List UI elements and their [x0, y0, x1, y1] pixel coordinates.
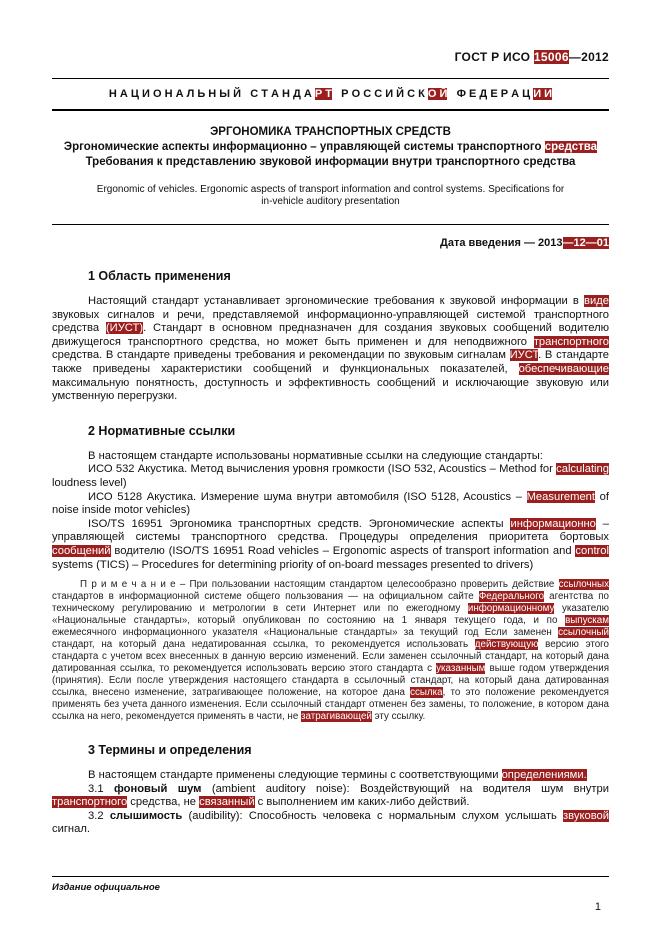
text-segment: П р и м е ч а н и е – При пользовании настоящим стандартом целесообразно проверить действие	[80, 579, 559, 591]
text-segment: В настоящем стандарте применены следующие термины с соответствующими	[88, 769, 502, 782]
text-segment: Н А Ц И О Н А Л Ь Н Ы Й С Т А Н Д А	[108, 88, 315, 100]
highlighted-text: Р Т	[314, 88, 333, 100]
text-segment: с выполнением им каких-либо действий.	[254, 796, 470, 809]
highlighted-text: действующую	[474, 639, 539, 651]
section-heading: 1 Область применения	[88, 269, 231, 283]
highlighted-text: обеспечивающие	[518, 362, 609, 375]
title-rule	[52, 224, 609, 225]
text-segment: Р О С С И Й С К	[332, 88, 428, 100]
text-segment: ЭРГОНОМИКА ТРАНСПОРТНЫХ СРЕДСТВ	[210, 126, 451, 138]
highlighted-text: (ИУСТ)	[105, 322, 144, 335]
text-segment: указателю «Национальные стандарты», который опубликован по состоянию на 1 января текущего года, и по	[52, 603, 609, 627]
highlighted-text: средства	[544, 141, 598, 153]
text-segment: (audibility): Способность человека с нормальным слухом услышать	[182, 809, 564, 822]
text-segment: . В стандарте также приведены характеристики сообщений и функциональных показателей,	[52, 349, 610, 375]
highlighted-text: ссылка	[410, 687, 443, 699]
paragraph	[52, 450, 609, 464]
paragraph	[52, 810, 609, 837]
highlighted-text: 15006	[533, 50, 569, 64]
text-segment: Ergonomic of vehicles. Ergonomic aspects of transport information and control systems. Specifications for in-vehicle auditory presentation	[96, 184, 565, 207]
text-segment: – управляющей системы транспортного средства. Процедуры определения приоритета бортовых	[52, 517, 609, 544]
text-segment: ISO/TS 16951 Эргономика транспортных средств. Эргономические аспекты	[88, 517, 511, 530]
paragraph	[52, 295, 609, 404]
header-rule-top	[52, 78, 609, 79]
header-rule-bottom	[52, 109, 609, 111]
highlighted-text: —12—01	[562, 237, 609, 249]
federation-standard-line	[52, 88, 609, 100]
text-segment: Требования к представлению звуковой информации внутри транспортного средства	[85, 156, 576, 168]
note-paragraph	[52, 579, 609, 723]
text-segment: loudness level)	[52, 476, 127, 489]
text-segment: of noise inside motor vehicles)	[52, 490, 609, 517]
doc-code	[52, 50, 609, 64]
paragraph	[52, 783, 609, 810]
text-segment: эту ссылку.	[371, 711, 426, 723]
highlighted-text: ИУСТ	[509, 349, 539, 362]
highlighted-text: сообщений	[52, 544, 111, 557]
text-segment: systems (TICS) – Procedures for determining priority of on-board messages presented to drivers)	[52, 558, 534, 571]
text-segment: фоновый шум	[113, 782, 202, 795]
highlighted-text: control	[575, 544, 609, 557]
text-segment: В настоящем стандарте использованы нормативные ссылки на следующие стандарты:	[88, 449, 543, 462]
text-segment: звуковых сигналов и речи, представляемой информационно-управляющей системой транспортного средства	[52, 308, 609, 335]
highlighted-text: транспортного	[52, 796, 128, 809]
text-segment: —2012	[568, 50, 609, 64]
effective-date	[52, 237, 609, 249]
text-segment: ИСО 532 Акустика. Метод вычисления уровня громкости (ISO 532, Acoustics – Method for	[88, 463, 557, 476]
text-segment: ИСО 5128 Акустика. Измерение шума внутри автомобиля (ISO 5128, Acoustics –	[88, 490, 527, 503]
highlighted-text: выпускам	[565, 615, 609, 627]
doc-title-main	[52, 125, 609, 140]
text-segment: Настоящий стандарт устанавливает эргономические требования к звуковой информации в	[88, 295, 585, 307]
highlighted-text: информационному	[467, 603, 555, 615]
highlighted-text: calculating	[556, 463, 609, 476]
text-segment: средства. В стандарте приведены требования и рекомендации по звуковым сигналам	[52, 349, 510, 362]
highlighted-text: Measurement	[526, 490, 596, 503]
paragraph	[52, 491, 609, 518]
highlighted-text: информационно	[510, 517, 596, 530]
text-segment: стандарт, на который дана недатированная ссылка, то рекомендуется использовать	[52, 639, 475, 651]
highlighted-text: Федерального	[478, 591, 545, 603]
text-segment: выше годом утверждения (принятия). Если после утверждения настоящего стандарта в ссылочный стандарт, на который дана датированная ссылка, внесено изменение, затрагивающее положение, на которое дана	[52, 663, 609, 699]
text-segment: (ambient auditory noise): Воздействующий на водителя шум внутри	[201, 782, 609, 795]
footer-rule	[52, 876, 609, 877]
section-heading: 3 Термины и определения	[88, 743, 252, 758]
edition-note: Издание официальное	[52, 882, 160, 893]
text-segment: версию этого стандарта с учетом всех внесенных в данную версию изменений. Если заменен ссылочный стандарт, на который дана датированная ссылка, то рекомендуется использовать версию этого стандарта с	[52, 639, 609, 675]
highlighted-text: ссылочных	[558, 579, 609, 591]
text-segment: ежемесячного информационного указателя «Национальные стандарты» за текущий год Если заменен	[52, 627, 559, 639]
text-segment: 3.2	[88, 809, 110, 822]
text-segment: . Стандарт в основном предназначен для создания звуковых сообщений водителю движущегося транспортного средства, но может быть применен и для неподвижного	[52, 322, 609, 348]
text-segment: стандартов в информационной системе общего пользования — на официальном сайте	[52, 591, 479, 603]
highlighted-text: определениями.	[501, 769, 587, 782]
text-segment: , то это положение рекомендуется применять без учета данного изменения. Если ссылочный стандарт отменен без замены, то положение, в котором дана ссылка на него, рекомендуется применять в части, не	[52, 687, 609, 723]
text-segment: водителю (ISO/TS 16951 Road vehicles – Ergonomic aspects of transport information and	[110, 544, 576, 557]
highlighted-text: транспортного	[533, 335, 609, 348]
text-segment: 3.1	[88, 782, 114, 795]
text-segment: ГОСТ Р ИСО	[454, 50, 534, 64]
sections	[52, 269, 609, 837]
text-segment: максимальную понятность, доступность и эффективность сообщений и исключающие звуковую или умственную перегрузки.	[52, 376, 609, 403]
section-heading: 2 Нормативные ссылки	[88, 423, 236, 438]
text-segment: средства, не	[127, 796, 200, 809]
text-segment: сигнал.	[52, 823, 90, 836]
doc-title-sub2	[52, 155, 609, 170]
highlighted-text: виде	[584, 295, 609, 307]
text-segment: агентства по техническому регулированию и метрологии в сети Интернет или по ежегодному	[52, 591, 609, 615]
page-number: 1	[594, 901, 601, 913]
highlighted-text: указанным	[436, 663, 486, 675]
highlighted-text: затрагивающей	[300, 711, 372, 723]
text-segment: Дата введения — 2013	[439, 237, 563, 249]
paragraph	[52, 463, 609, 490]
text-segment: Ф Е Д Е Р А Ц	[447, 88, 534, 100]
highlighted-text: И И	[533, 88, 553, 100]
highlighted-text: О Й	[427, 88, 448, 100]
highlighted-text: звуковой	[563, 809, 609, 822]
highlighted-text: связанный	[199, 796, 255, 809]
highlighted-text: ссылочный	[558, 627, 609, 639]
doc-title-en	[96, 184, 566, 208]
text-segment: слышимость	[109, 809, 183, 822]
doc-title-sub1	[52, 140, 609, 155]
paragraph	[52, 769, 609, 783]
text-segment: Эргономические аспекты информационно – управляющей системы транспортного	[63, 141, 545, 153]
paragraph	[52, 518, 609, 572]
